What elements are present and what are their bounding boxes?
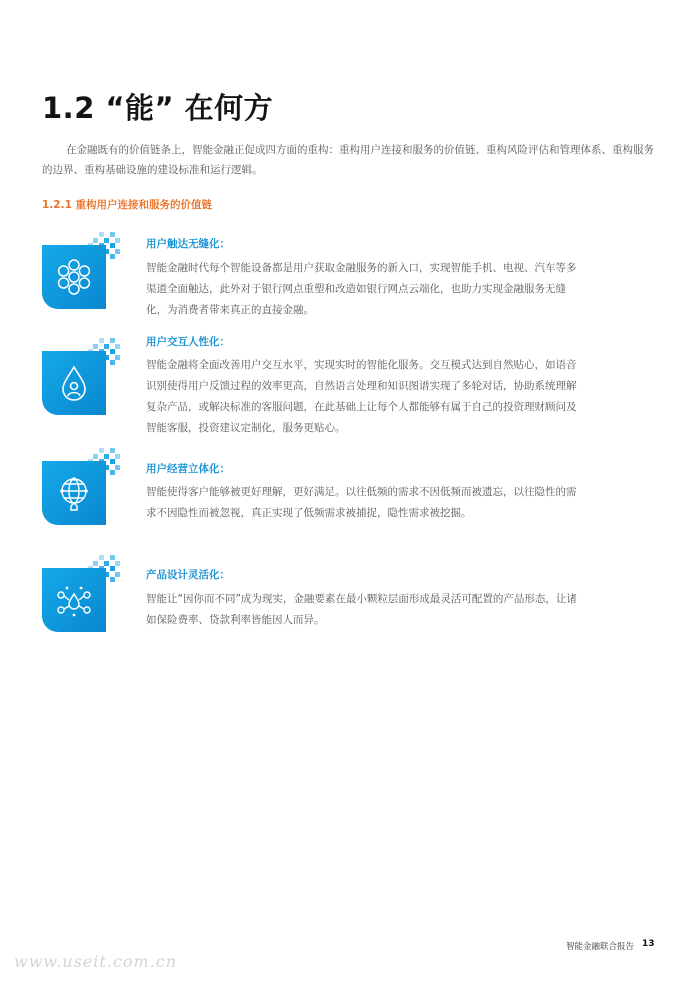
item-icon-tile [42,245,106,309]
footer-report-name: 智能金融联合报告 [566,942,635,952]
pixel-square [110,360,115,365]
section-heading: 1.2.1 重构用户连接和服务的价值链 [42,199,213,211]
pixel-square [110,555,115,560]
item-icon-tile [42,351,106,415]
pixel-square [104,561,109,566]
hexagon-network-icon [54,257,94,297]
intro-paragraph: 在金融既有的价值链条上，智能金融正促成四方面的重构：重构用户连接和服务的价值链、重构风险评估和管理体系、重构服务的边界、重构基础设施的建设标准和运行逻辑。 [42,144,654,176]
pixel-square [115,238,120,243]
pixel-square [115,454,120,459]
pixel-square [110,566,115,571]
pixel-square [110,577,115,582]
pixel-square [110,448,115,453]
pixel-square [115,355,120,360]
molecule-drop-icon [54,580,94,620]
pixel-square [115,561,120,566]
pixel-square [115,344,120,349]
pixel-square [115,249,120,254]
pixel-square [110,338,115,343]
user-drop-icon [54,363,94,403]
pixel-square [104,344,109,349]
pixel-square [93,454,98,459]
item-title: 用户经营立体化： [146,463,230,475]
item-body: 智能让“因你而不同”成为现实，金融要素在最小颗粒层面形成最灵活可配置的产品形态，让诸如保险费率、贷款利率皆能因人而异。 [146,593,577,626]
item-title: 产品设计灵活化： [146,569,230,581]
pixel-square [110,254,115,259]
globe-network-icon [54,473,94,513]
pixel-square [93,344,98,349]
pixel-square [99,338,104,343]
item-title: 用户交互人性化： [146,336,230,348]
pixel-square [110,349,115,354]
pixel-square [93,238,98,243]
pixel-square [104,454,109,459]
pixel-square [115,465,120,470]
pixel-square [110,470,115,475]
pixel-square [110,232,115,237]
item-body: 智能金融时代每个智能设备都是用户获取金融服务的新入口，实现智能手机、电视、汽车等多渠道全面触达，此外对于银行网点重塑和改造如银行网点云端化，也助力实现金融服务无缝化，为消费者带来真正的直接金融。 [146,262,577,316]
pixel-square [99,448,104,453]
pixel-square [99,232,104,237]
item-icon-tile [42,568,106,632]
pixel-square [110,459,115,464]
item-title: 用户触达无缝化： [146,238,230,250]
pixel-square [110,243,115,248]
pixel-square [99,555,104,560]
item-body: 智能使得客户能够被更好理解，更好满足。以往低频的需求不因低频而被遗忘，以往隐性的需求不因隐性而被忽视，真正实现了低频需求被捕捉，隐性需求被挖掘。 [146,486,577,519]
item-icon-tile [42,461,106,525]
pixel-square [93,561,98,566]
watermark: www.useit.com.cn [14,952,178,971]
item-body: 智能金融将全面改善用户交互水平，实现实时的智能化服务。交互模式达到自然贴心，如语音识别使得用户反馈过程的效率更高，自然语言处理和知识图谱实现了多轮对话，协助系统理解复杂产品，或解决标准的客服问题，在此基础上让每个人都能够有属于自己的投资理财顾问及智能客服，投资建议定制化，服务更贴心。 [146,359,577,434]
page-title: 1.2 “能” 在何方 [42,91,274,125]
pixel-square [115,572,120,577]
pixel-square [104,238,109,243]
page-number: 13 [642,939,655,949]
